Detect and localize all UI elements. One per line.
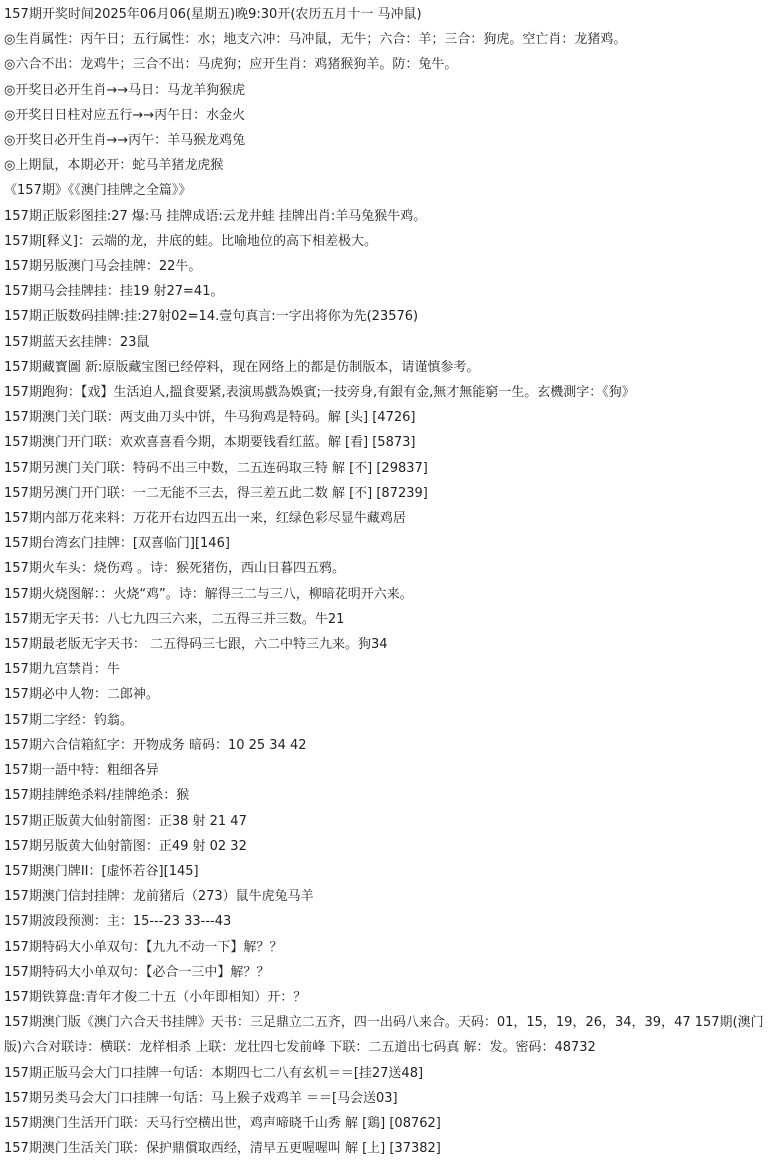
text-line: 157期澳门生活开门联：天马行空横出世，鸡声啼晓千山秀 解 [鶏] [08762]: [4, 1115, 441, 1131]
text-line: 157期开奖时间2025年06月06(星期五)晚9:30开(农历五月十一 马冲鼠): [4, 7, 422, 22]
text-line: 《157期》《《澳门挂牌之全篇》》: [4, 183, 192, 199]
text-line: ◎开奖日必开生肖→→丙午：羊马猴龙鸡兔: [4, 133, 246, 149]
text-line: 157期另澳门关门联：特码不出三中数，二五连码取三特 解 [不] [29837]: [4, 460, 428, 476]
text-line: ◎生肖属性：丙午日；五行属性：水；地支六冲：马冲鼠，无牛；六合：羊；三合：狗虎。空亡肖：龙猪鸡。: [4, 32, 627, 48]
text-line: 157期二字经：钓翁。: [4, 712, 133, 728]
text-line: 157期波段预测：主：15---23 33---43: [4, 914, 232, 930]
text-line: 157期火烧图解：：火烧“鸡”。诗：解得三二与三八，柳暗花明开六来。: [4, 586, 413, 602]
text-line: 157期澳门开门联：欢欢喜喜看今期，本期要钱看红蓝。解 [看] [5873]: [4, 435, 416, 451]
text-line: 157期无字天书：八七九四三六来，二五得三并三数。牛21: [4, 611, 345, 627]
text-line: ◎开奖日必开生肖→→马日：马龙羊狗猴虎: [4, 82, 246, 98]
text-line: 157期正版马会大门口挂牌一句话：本期四七二八有玄机＝＝[挂27送48]: [4, 1065, 424, 1081]
text-line: 157期澳门生活关门联：保护鼎償取西经，清早五更喔喔叫 解 [上] [37382]: [4, 1141, 441, 1157]
text-line: 157期火车头：烧伤鸡 。诗：猴死猪伤，西山日暮四五鸦。: [4, 561, 345, 577]
text-line: 157期必中人物：二郎神。: [4, 687, 159, 703]
text-line: 157期台湾玄门挂牌：[双喜临门][146]: [4, 536, 230, 552]
text-line: 157期正版数码挂牌:挂:27射02=14.壹句真言:一字出将你为先(23576): [4, 309, 419, 325]
text-line: 157期另澳门开门联：一二无能不三去，得三差五此二数 解 [不] [87239]: [4, 485, 428, 501]
text-line: 157期另类马会大门口挂牌一句话：马上猴子戏鸡羊 ＝＝[马会送03]: [4, 1090, 398, 1106]
text-line: 157期内部万花来料：万花开右边四五出一来，红绿色彩尽显牛藏鸡居: [4, 511, 406, 527]
text-line: 157期跑狗：【戏】生活迫人,搵食要紧,表演馬戲為娛賓;一技旁身,有銀有金,無才無能窮一生。玄機測字：《狗》: [4, 385, 635, 401]
text-line: 157期特码大小单双句：【九九不动一下】解？？: [4, 939, 283, 955]
text-line: 157期藏寳圖 新:原版藏宝图已经停料，现在网络上的都是仿制版本，请谨慎参考。: [4, 359, 480, 375]
text-line: 157期蓝天玄挂牌：23鼠: [4, 334, 150, 350]
text-line: 157期另版黄大仙射箭图：正49 射 02 32: [4, 838, 247, 854]
text-line: 157期澳门关门联：两支曲刀头中饼，牛马狗鸡是特码。解 [头] [4726]: [4, 410, 416, 426]
text-line: 157期特码大小单双句：【必合一三中】解？？: [4, 964, 270, 980]
text-line: 157期澳门信封挂牌：龙前猪后（273）鼠牛虎兔马羊: [4, 889, 314, 905]
text-line: 157期六合信箱紅字：开物成务 暗码：10 25 34 42: [4, 737, 307, 753]
text-line: 157期挂牌绝杀料/挂牌绝杀：猴: [4, 788, 190, 804]
text-line: 157期正版黄大仙射箭图：正38 射 21 47: [4, 813, 247, 829]
text-line: 157期澳门版《澳门六合天书挂牌》天书：三足鼎立二五齐，四一出码八来合。天码：01，15，19，26，34，39，47 157期(澳门版)六合对联诗：横联：龙样相杀 上联：龙壮四七发前峰 下联：二五道出七码真 解：发。密码：48732: [4, 1015, 764, 1056]
text-line: ◎六合不出：龙鸡牛；三合不出：马虎狗；应开生肖：鸡猪猴狗羊。防：兔牛。: [4, 57, 458, 73]
text-line: 157期[释义]：云端的龙，井底的蛙。比喻地位的高下相差极大。: [4, 233, 377, 249]
text-line: 157期另版澳门马会挂牌：22牛。: [4, 259, 202, 275]
text-line: 157期一語中特：粗细各异: [4, 763, 159, 779]
text-line: 157期铁算盘:青年才俊二十五（小年即相知）开：？: [4, 989, 307, 1005]
text-line: 157期澳门牌II：[虚怀若谷][145]: [4, 863, 199, 879]
text-line: 157期马会挂牌挂：挂19 射27=41。: [4, 284, 224, 300]
text-line: 157期九宫禁肖：牛: [4, 662, 120, 678]
text-line: ◎开奖日日柱对应五行→→丙午日：水金火: [4, 107, 246, 123]
text-line: 157期最老版无字天书： 二五得码三七跟，六二中特三九来。狗34: [4, 637, 388, 653]
text-line: ◎上期鼠，本期必开：蛇马羊猪龙虎猴: [4, 158, 224, 174]
text-line: 157期正版彩图挂:27 爆:马 挂牌成语:云龙井蛙 挂牌出肖:羊马兔猴牛鸡。: [4, 208, 427, 224]
